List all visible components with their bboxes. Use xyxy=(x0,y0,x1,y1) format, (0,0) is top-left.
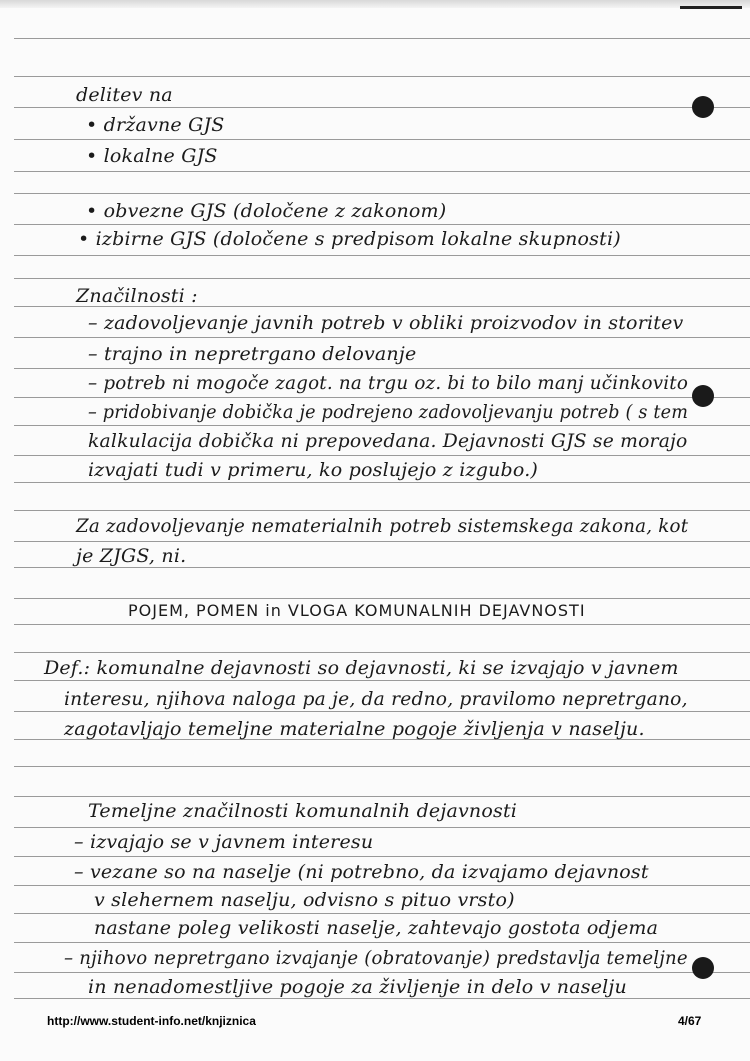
ruled-line xyxy=(14,278,750,279)
ruled-line xyxy=(14,885,750,886)
note-line: – zadovoljevanje javnih potreb v obliki proizvodov in storitev xyxy=(88,312,684,334)
note-line: • izbirne GJS (določene s predpisom lokalne skupnosti) xyxy=(78,228,621,250)
ruled-line xyxy=(14,680,750,681)
note-line: – vezane so na naselje (ni potrebno, da izvajamo dejavnost xyxy=(74,861,649,883)
ruled-line xyxy=(14,510,750,511)
scan-top-edge xyxy=(0,0,750,8)
note-line: Značilnosti : xyxy=(76,285,198,307)
ruled-line xyxy=(14,224,750,225)
ruled-line xyxy=(14,856,750,857)
ruled-line xyxy=(14,942,750,943)
note-line: kalkulacija dobička ni prepovedana. Dejavnosti GJS se morajo xyxy=(88,430,688,452)
note-line: • obvezne GJS (določene z zakonom) xyxy=(86,200,447,222)
ruled-line xyxy=(14,455,750,456)
note-line: – njihovo nepretrgano izvajanje (obratovanje) predstavlja temeljne xyxy=(64,947,688,969)
note-line: – potreb ni mogoče zagot. na trgu oz. bi to bilo manj učinkovito xyxy=(88,372,689,394)
ruled-line xyxy=(14,76,750,77)
ruled-line xyxy=(14,827,750,828)
note-line: nastane poleg velikosti naselje, zahtevajo gostota odjema xyxy=(94,917,659,939)
page-number: 4/67 xyxy=(678,1014,702,1028)
ruled-line xyxy=(14,337,750,338)
note-line: je ZJGS, ni. xyxy=(76,545,187,567)
note-line: Def.: komunalne dejavnosti so dejavnosti, ki se izvajajo v javnem xyxy=(44,657,679,679)
ruled-line xyxy=(14,567,750,568)
binder-hole xyxy=(692,385,714,407)
note-line: delitev na xyxy=(76,84,173,106)
ruled-line xyxy=(14,139,750,140)
ruled-line xyxy=(14,652,750,653)
ruled-line xyxy=(14,38,750,39)
note-line: in nenadomestljive pogoje za življenje in delo v naselju xyxy=(88,976,627,998)
ruled-line xyxy=(14,913,750,914)
note-line: • državne GJS xyxy=(86,114,225,136)
ruled-line xyxy=(14,107,750,108)
ruled-line xyxy=(14,193,750,194)
note-line: interesu, njihova naloga pa je, da redno, pravilomo nepretrgano, xyxy=(64,688,688,710)
ruled-line xyxy=(14,796,750,797)
note-line: • lokalne GJS xyxy=(86,145,218,167)
ruled-line xyxy=(14,998,750,999)
ruled-line xyxy=(14,425,750,426)
ruled-line xyxy=(14,624,750,625)
ruled-line xyxy=(14,598,750,599)
binder-hole xyxy=(692,96,714,118)
section-heading: POJEM, POMEN in VLOGA KOMUNALNIH DEJAVNOSTI xyxy=(128,601,586,620)
ruled-line xyxy=(14,711,750,712)
note-line: – pridobivanje dobička je podrejeno zadovoljevanju potreb ( s tem xyxy=(88,401,689,423)
ruled-line xyxy=(14,368,750,369)
note-line: zagotavljajo temeljne materialne pogoje življenja v naselju. xyxy=(64,718,645,740)
ruled-line xyxy=(14,766,750,767)
binder-hole xyxy=(692,957,714,979)
ruled-line xyxy=(14,541,750,542)
note-line: – izvajajo se v javnem interesu xyxy=(74,831,374,853)
note-line: Za zadovoljevanje nematerialnih potreb sistemskega zakona, kot xyxy=(76,515,689,537)
note-line: – trajno in nepretrgano delovanje xyxy=(88,343,417,365)
ruled-line xyxy=(14,171,750,172)
footer-url: http://www.student-info.net/knjiznica xyxy=(47,1014,256,1028)
note-line: v slehernem naselju, odvisno s pituo vrsto) xyxy=(94,889,515,911)
scan-top-mark xyxy=(680,6,742,9)
ruled-line xyxy=(14,972,750,973)
note-line: Temeljne značilnosti komunalnih dejavnosti xyxy=(88,800,518,822)
ruled-line xyxy=(14,482,750,483)
ruled-line xyxy=(14,397,750,398)
ruled-line xyxy=(14,255,750,256)
note-line: izvajati tudi v primeru, ko poslujejo z izgubo.) xyxy=(88,459,539,481)
